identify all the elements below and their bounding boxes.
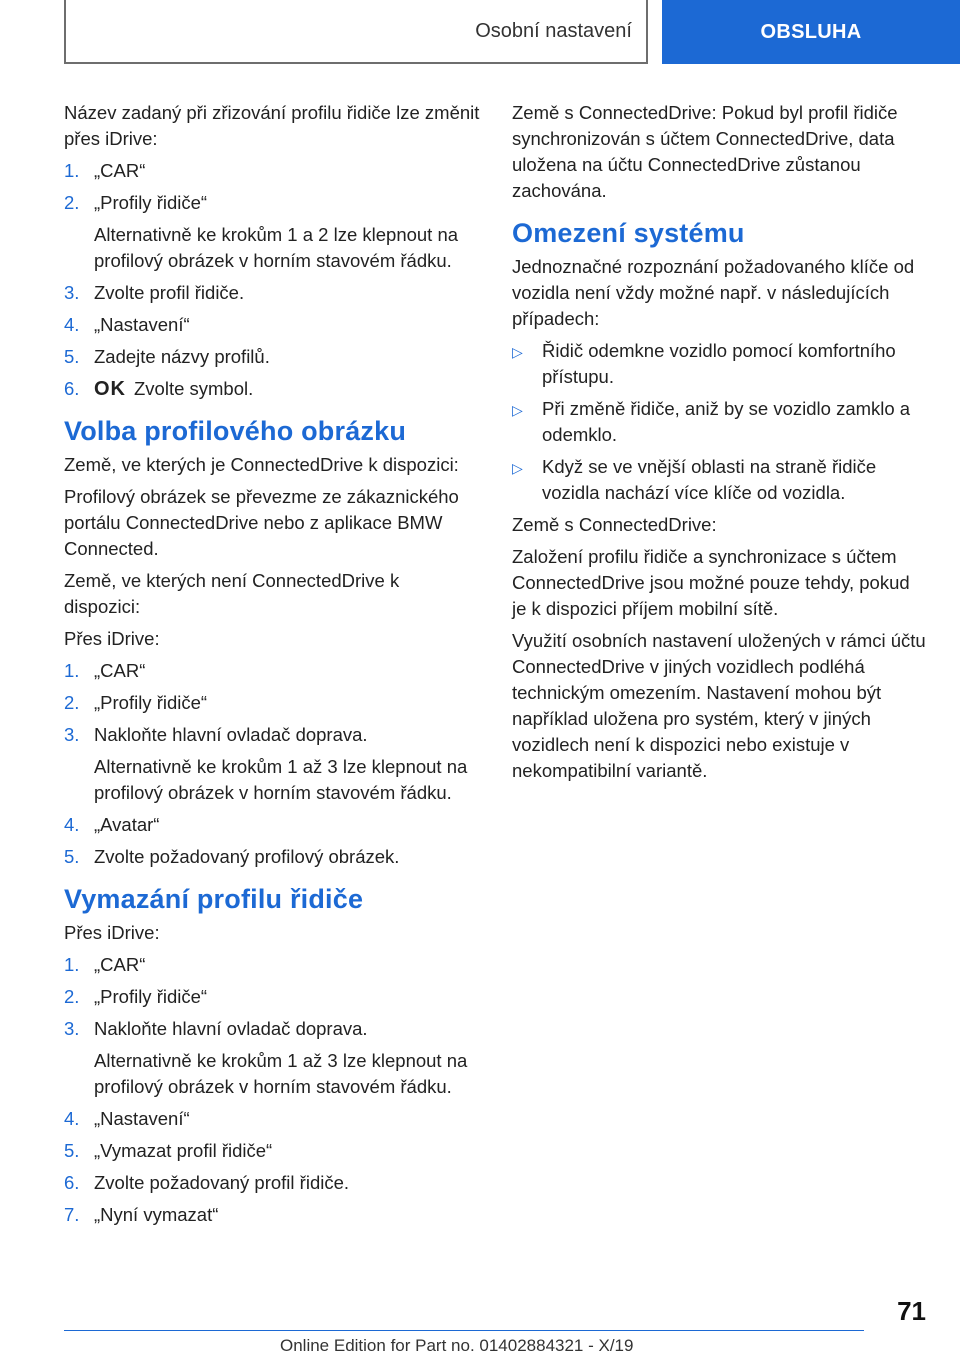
list-item: 4. „Nastavení“	[64, 1108, 190, 1129]
list-item: 5. Zadejte názvy profilů.	[64, 346, 270, 367]
list-item: 2. „Profily řidiče“	[64, 692, 208, 713]
paragraph: Využití osobních nastavení uložených v rámci účtu ConnectedDrive v jiných vozidlech podléhá technickým omezením. Nastavení mohou být například uložena pro systém, který v jiných vozidlech není k dispozici nebo existuje v nekompatibilní variantě.	[512, 630, 926, 781]
list-item: 6. OK Zvolte symbol.	[64, 378, 254, 400]
page-number: 71	[897, 1296, 926, 1326]
triangle-bullet-icon: ▷	[512, 344, 523, 360]
list-item: 7. „Nyní vymazat“	[64, 1204, 219, 1225]
list-item: 5. „Vymazat profil řidiče“	[64, 1140, 273, 1161]
list-item: 6. Zvolte požadovaný profil řidiče.	[64, 1172, 350, 1193]
photo-steps	[64, 658, 480, 870]
list-item: 4. „Avatar“	[64, 814, 160, 835]
right-column	[512, 100, 928, 790]
delete-steps	[64, 952, 480, 1228]
chapter-tab[interactable]: OBSLUHA	[662, 0, 960, 64]
list-item: ▷ Když se ve vnější oblasti na straně řidiče vozidla nachází více klíče od vozidla.	[512, 456, 877, 503]
paragraph: Přes iDrive:	[64, 628, 160, 649]
list-item: 5. Zvolte požadovaný profilový obrázek.	[64, 846, 400, 867]
heading-delete-profile: Vymazání profilu řidiče	[64, 884, 364, 914]
paragraph: Země s ConnectedDrive:	[512, 514, 717, 535]
heading-system-limits: Omezení systému	[512, 218, 745, 248]
heading-profile-photo: Volba profilového obrázku	[64, 416, 407, 446]
footer-edition: Online Edition for Part no. 01402884321 - X/19	[280, 1336, 634, 1355]
section-title: Osobní nastavení	[64, 0, 648, 64]
list-item: 3. Nakloňte hlavní ovladač doprava. Alternativně ke krokům 1 až 3 lze klepnout na profilový obrázek v horním stavovém řádku.	[64, 724, 468, 803]
paragraph: Jednoznačné rozpoznání požadovaného klíče od vozidla není vždy možné např. v následujících případech:	[512, 256, 915, 329]
paragraph: Přes iDrive:	[64, 922, 160, 943]
list-item: 2. „Profily řidiče“ Alternativně ke krokům 1 a 2 lze klepnout na profilový obrázek v horním stavovém řádku.	[64, 192, 459, 271]
limits-list	[512, 338, 928, 506]
list-item: 3. Nakloňte hlavní ovladač doprava. Alternativně ke krokům 1 až 3 lze klepnout na profilový obrázek v horním stavovém řádku.	[64, 1018, 468, 1097]
list-item: 1. „CAR“	[64, 160, 146, 181]
paragraph: Profilový obrázek se převezme ze zákaznického portálu ConnectedDrive nebo z aplikace BMW Connected.	[64, 486, 459, 559]
rename-steps	[64, 158, 480, 402]
list-item: 1. „CAR“	[64, 660, 146, 681]
paragraph: Země, ve kterých je ConnectedDrive k dispozici:	[64, 454, 459, 475]
ok-icon: OK	[94, 378, 126, 400]
triangle-bullet-icon: ▷	[512, 460, 523, 476]
list-item: ▷ Řidič odemkne vozidlo pomocí komfortního přístupu.	[512, 340, 896, 387]
paragraph: Země, ve kterých není ConnectedDrive k dispozici:	[64, 570, 400, 617]
paragraph: Založení profilu řidiče a synchronizace s účtem ConnectedDrive jsou možné pouze tehdy, pokud je k dispozici příjem mobilní sítě.	[512, 546, 910, 619]
intro-paragraph: Název zadaný při zřizování profilu řidiče lze změnit přes iDrive:	[64, 102, 480, 149]
footer-divider	[64, 1330, 864, 1331]
paragraph: Země s ConnectedDrive: Pokud byl profil řidiče synchronizován s účtem ConnectedDrive, data uložena na účtu ConnectedDrive zůstanou zachována.	[512, 102, 898, 201]
list-item: 2. „Profily řidiče“	[64, 986, 208, 1007]
list-item: 1. „CAR“	[64, 954, 146, 975]
list-item: 3. Zvolte profil řidiče.	[64, 282, 245, 303]
page-header	[64, 0, 960, 66]
left-column	[64, 100, 480, 1234]
list-item: 4. „Nastavení“	[64, 314, 190, 335]
list-item: ▷ Při změně řidiče, aniž by se vozidlo zamklo a odemklo.	[512, 398, 911, 445]
triangle-bullet-icon: ▷	[512, 402, 523, 418]
